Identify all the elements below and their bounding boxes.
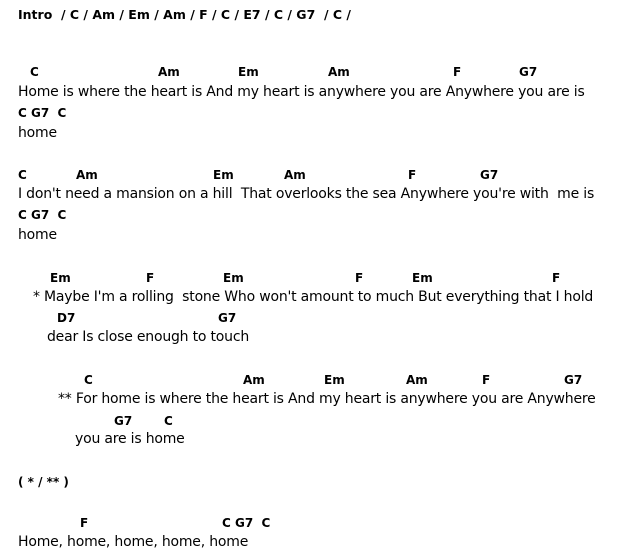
verse2-lyric: I don't need a mansion on a hill That overlooks the sea Anywhere you're with me is [18,186,595,202]
verse1-chord: G7 [519,65,538,79]
bridge-chord-row2: D7 [57,311,76,325]
outro-chord: F [80,516,89,530]
verse1-chord: Em [238,65,259,79]
verse2-lyric-end: home [18,227,57,243]
bridge-lyric: * Maybe I'm a rolling stone Who won't amount to much But everything that I hold [33,289,594,305]
chorus-chord: Am [243,373,265,387]
bridge-chord: Em [50,271,71,285]
verse1-chord-row2: C G7 C [18,106,67,120]
outro-chord: C G7 C [222,516,271,530]
verse2-chord: C [18,168,27,182]
chorus-chord-row2: C [164,414,173,428]
verse1-lyric-end: home [18,125,57,141]
chorus-chord: Am [406,373,428,387]
verse1-chord: F [453,65,462,79]
bridge-lyric-end: dear Is close enough to touch [47,329,250,345]
outro-lyric: Home, home, home, home, home [18,534,249,550]
bridge-chord: Em [223,271,244,285]
verse2-chord-row2: C G7 C [18,208,67,222]
bridge-chord: F [552,271,561,285]
chorus-lyric: ** For home is where the heart is And my heart is anywhere you are Anywhere [58,391,596,407]
verse1-chord: Am [158,65,180,79]
intro-line: Intro / C / Am / Em / Am / F / C / E7 / C / G7 / C / [18,7,351,22]
verse1-lyric: Home is where the heart is And my heart is anywhere you are Anywhere you are is [18,84,585,100]
bridge-chord: Em [412,271,433,285]
bridge-chord-row2: G7 [218,311,237,325]
chorus-chord: Em [324,373,345,387]
verse2-chord: Em [213,168,234,182]
chorus-chord: C [84,373,93,387]
chorus-chord: F [482,373,491,387]
verse2-chord: Am [76,168,98,182]
repeat-marker: ( * / ** ) [18,475,69,489]
verse2-chord: F [408,168,417,182]
verse2-chord: G7 [480,168,499,182]
verse2-chord: Am [284,168,306,182]
verse1-chord: C [30,65,39,79]
verse1-chord: Am [328,65,350,79]
chorus-lyric-end: you are is home [75,431,185,447]
bridge-chord: F [355,271,364,285]
chorus-chord: G7 [564,373,583,387]
bridge-chord: F [146,271,155,285]
chorus-chord-row2: G7 [114,414,133,428]
